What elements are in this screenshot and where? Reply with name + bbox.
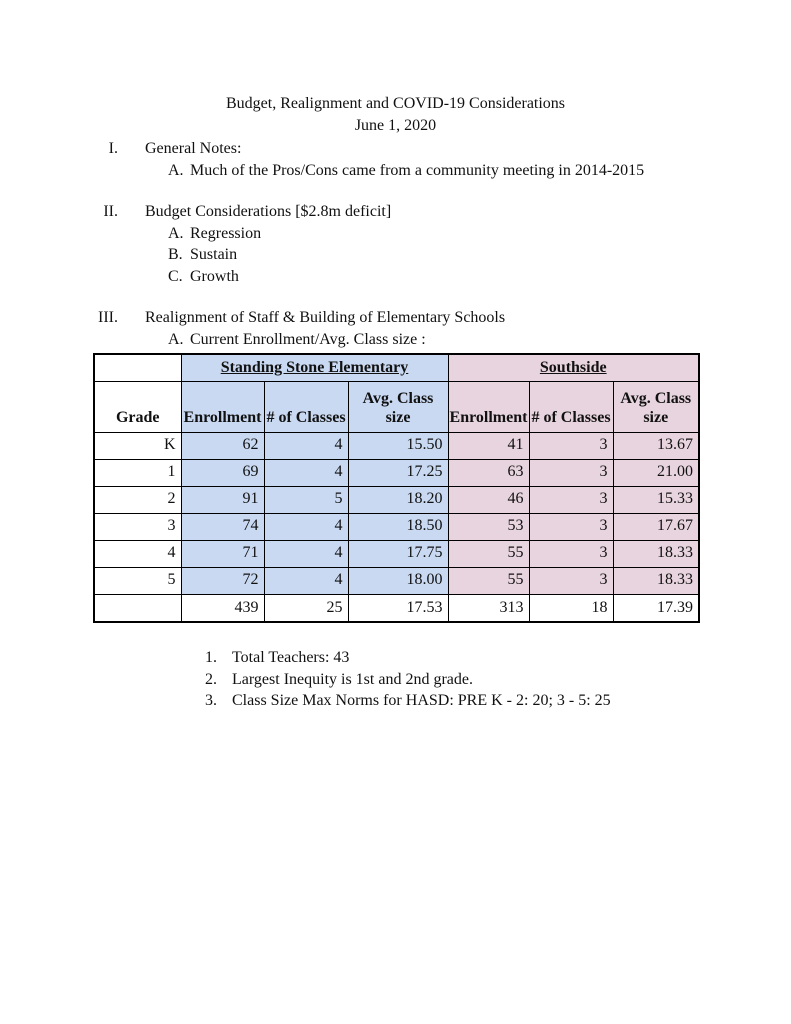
avg-class-size-cell: 17.67 [613,513,699,540]
school-name: Standing Stone Elementary [220,359,409,376]
enrollment-cell: 72 [181,567,264,594]
classes-cell: 4 [264,432,348,459]
avg-class-size-cell: 18.00 [348,567,448,594]
corner-cell [94,354,181,381]
table-row-grade-3 [94,513,699,540]
classes-cell: 4 [264,567,348,594]
classes-cell: 4 [264,513,348,540]
list-item [0,244,791,266]
total-avg-class-size-cell: 17.53 [348,594,448,622]
school-header-row [94,354,699,381]
note-item [0,647,791,669]
school-name: Southside [539,359,607,376]
grade-cell: 1 [94,459,181,486]
column-header-grade: Grade [94,381,181,432]
section-heading [0,201,791,223]
avg-class-size-cell: 18.33 [613,540,699,567]
enrollment-cell: 53 [448,513,529,540]
avg-class-size-cell: 18.33 [613,567,699,594]
total-classes-cell: 25 [264,594,348,622]
grade-cell: 5 [94,567,181,594]
school-header-southside [448,354,699,381]
classes-cell: 3 [529,432,613,459]
total-avg-class-size-cell: 17.39 [613,594,699,622]
school-header-standing-stone [181,354,448,381]
column-header-enrollment: Enrollment [448,381,529,432]
avg-class-size-cell: 18.50 [348,513,448,540]
section-numeral: III. [98,309,118,326]
table-row-grade-1 [94,459,699,486]
list-item-label: A. [168,330,184,348]
list-item-text: Growth [190,267,239,285]
total-enrollment-cell: 313 [448,594,529,622]
enrollment-cell: 69 [181,459,264,486]
grade-cell [94,594,181,622]
enrollment-cell: 55 [448,567,529,594]
document-date: June 1, 2020 [354,116,437,134]
column-header-classes: # of Classes [264,381,348,432]
table-row-grade-2 [94,486,699,513]
table-row-totals [94,594,699,622]
classes-cell: 4 [264,540,348,567]
list-item [0,223,791,245]
list-item-text: Sustain [190,246,238,263]
column-header-classes: # of Classes [529,381,613,432]
section-numeral: II. [103,203,118,220]
classes-cell: 3 [529,540,613,567]
section-heading [0,138,791,160]
list-item-text: Much of the Pros/Cons came from a community meeting in 2014-2015 [190,161,645,179]
note-number: 3. [205,692,217,709]
list-item [0,160,791,182]
classes-cell: 3 [529,486,613,513]
section-realignment [0,307,791,350]
list-item-label: B. [168,246,183,263]
classes-cell: 3 [529,459,613,486]
total-enrollment-cell: 439 [181,594,264,622]
note-item [0,690,791,712]
section-heading [0,307,791,329]
list-item-text: Current Enrollment/Avg. Class size : [190,330,426,348]
enrollment-cell: 46 [448,486,529,513]
enrollment-cell: 74 [181,513,264,540]
grade-cell: 4 [94,540,181,567]
table-row-grade-4 [94,540,699,567]
note-text: Total Teachers: 43 [232,649,350,666]
note-item [0,669,791,691]
note-number: 2. [205,670,217,688]
table-row-grade-5 [94,567,699,594]
enrollment-cell: 71 [181,540,264,567]
enrollment-cell: 41 [448,432,529,459]
column-header-avg-class-size: Avg. Class size [348,381,448,432]
column-header-enrollment: Enrollment [181,381,264,432]
total-classes-cell: 18 [529,594,613,622]
classes-cell: 5 [264,486,348,513]
enrollment-cell: 62 [181,432,264,459]
note-number: 1. [205,649,217,666]
section-numeral: I. [108,140,118,157]
classes-cell: 3 [529,567,613,594]
list-item-text: Regression [190,224,262,242]
avg-class-size-cell: 17.25 [348,459,448,486]
section-general-notes [0,138,791,181]
section-title: Realignment of Staff & Building of Elementary Schools [145,309,506,326]
avg-class-size-cell: 18.20 [348,486,448,513]
list-item-label: A. [168,161,184,179]
grade-cell: 2 [94,486,181,513]
document-title: Budget, Realignment and COVID-19 Considerations [225,95,566,112]
notes-list [0,647,791,712]
list-item [0,329,791,351]
column-header-avg-class-size: Avg. Class size [613,381,699,432]
grade-cell: 3 [94,513,181,540]
avg-class-size-cell: 21.00 [613,459,699,486]
avg-class-size-cell: 13.67 [613,432,699,459]
grade-cell: K [94,432,181,459]
enrollment-cell: 55 [448,540,529,567]
section-title: General Notes: [145,140,242,157]
note-text: Class Size Max Norms for HASD: PRE K - 2: 20; 3 - 5: 25 [232,692,611,709]
note-text: Largest Inequity is 1st and 2nd grade. [232,670,473,688]
list-item-label: C. [168,267,183,285]
enrollment-table [93,353,700,623]
section-budget-considerations [0,201,791,287]
table-row-grade-k [94,432,699,459]
avg-class-size-cell: 15.33 [613,486,699,513]
classes-cell: 4 [264,459,348,486]
section-title: Budget Considerations [$2.8m deficit] [145,203,392,220]
list-item [0,266,791,288]
column-header-row [94,381,699,432]
avg-class-size-cell: 17.75 [348,540,448,567]
avg-class-size-cell: 15.50 [348,432,448,459]
enrollment-cell: 91 [181,486,264,513]
list-item-label: A. [168,224,184,242]
classes-cell: 3 [529,513,613,540]
enrollment-cell: 63 [448,459,529,486]
